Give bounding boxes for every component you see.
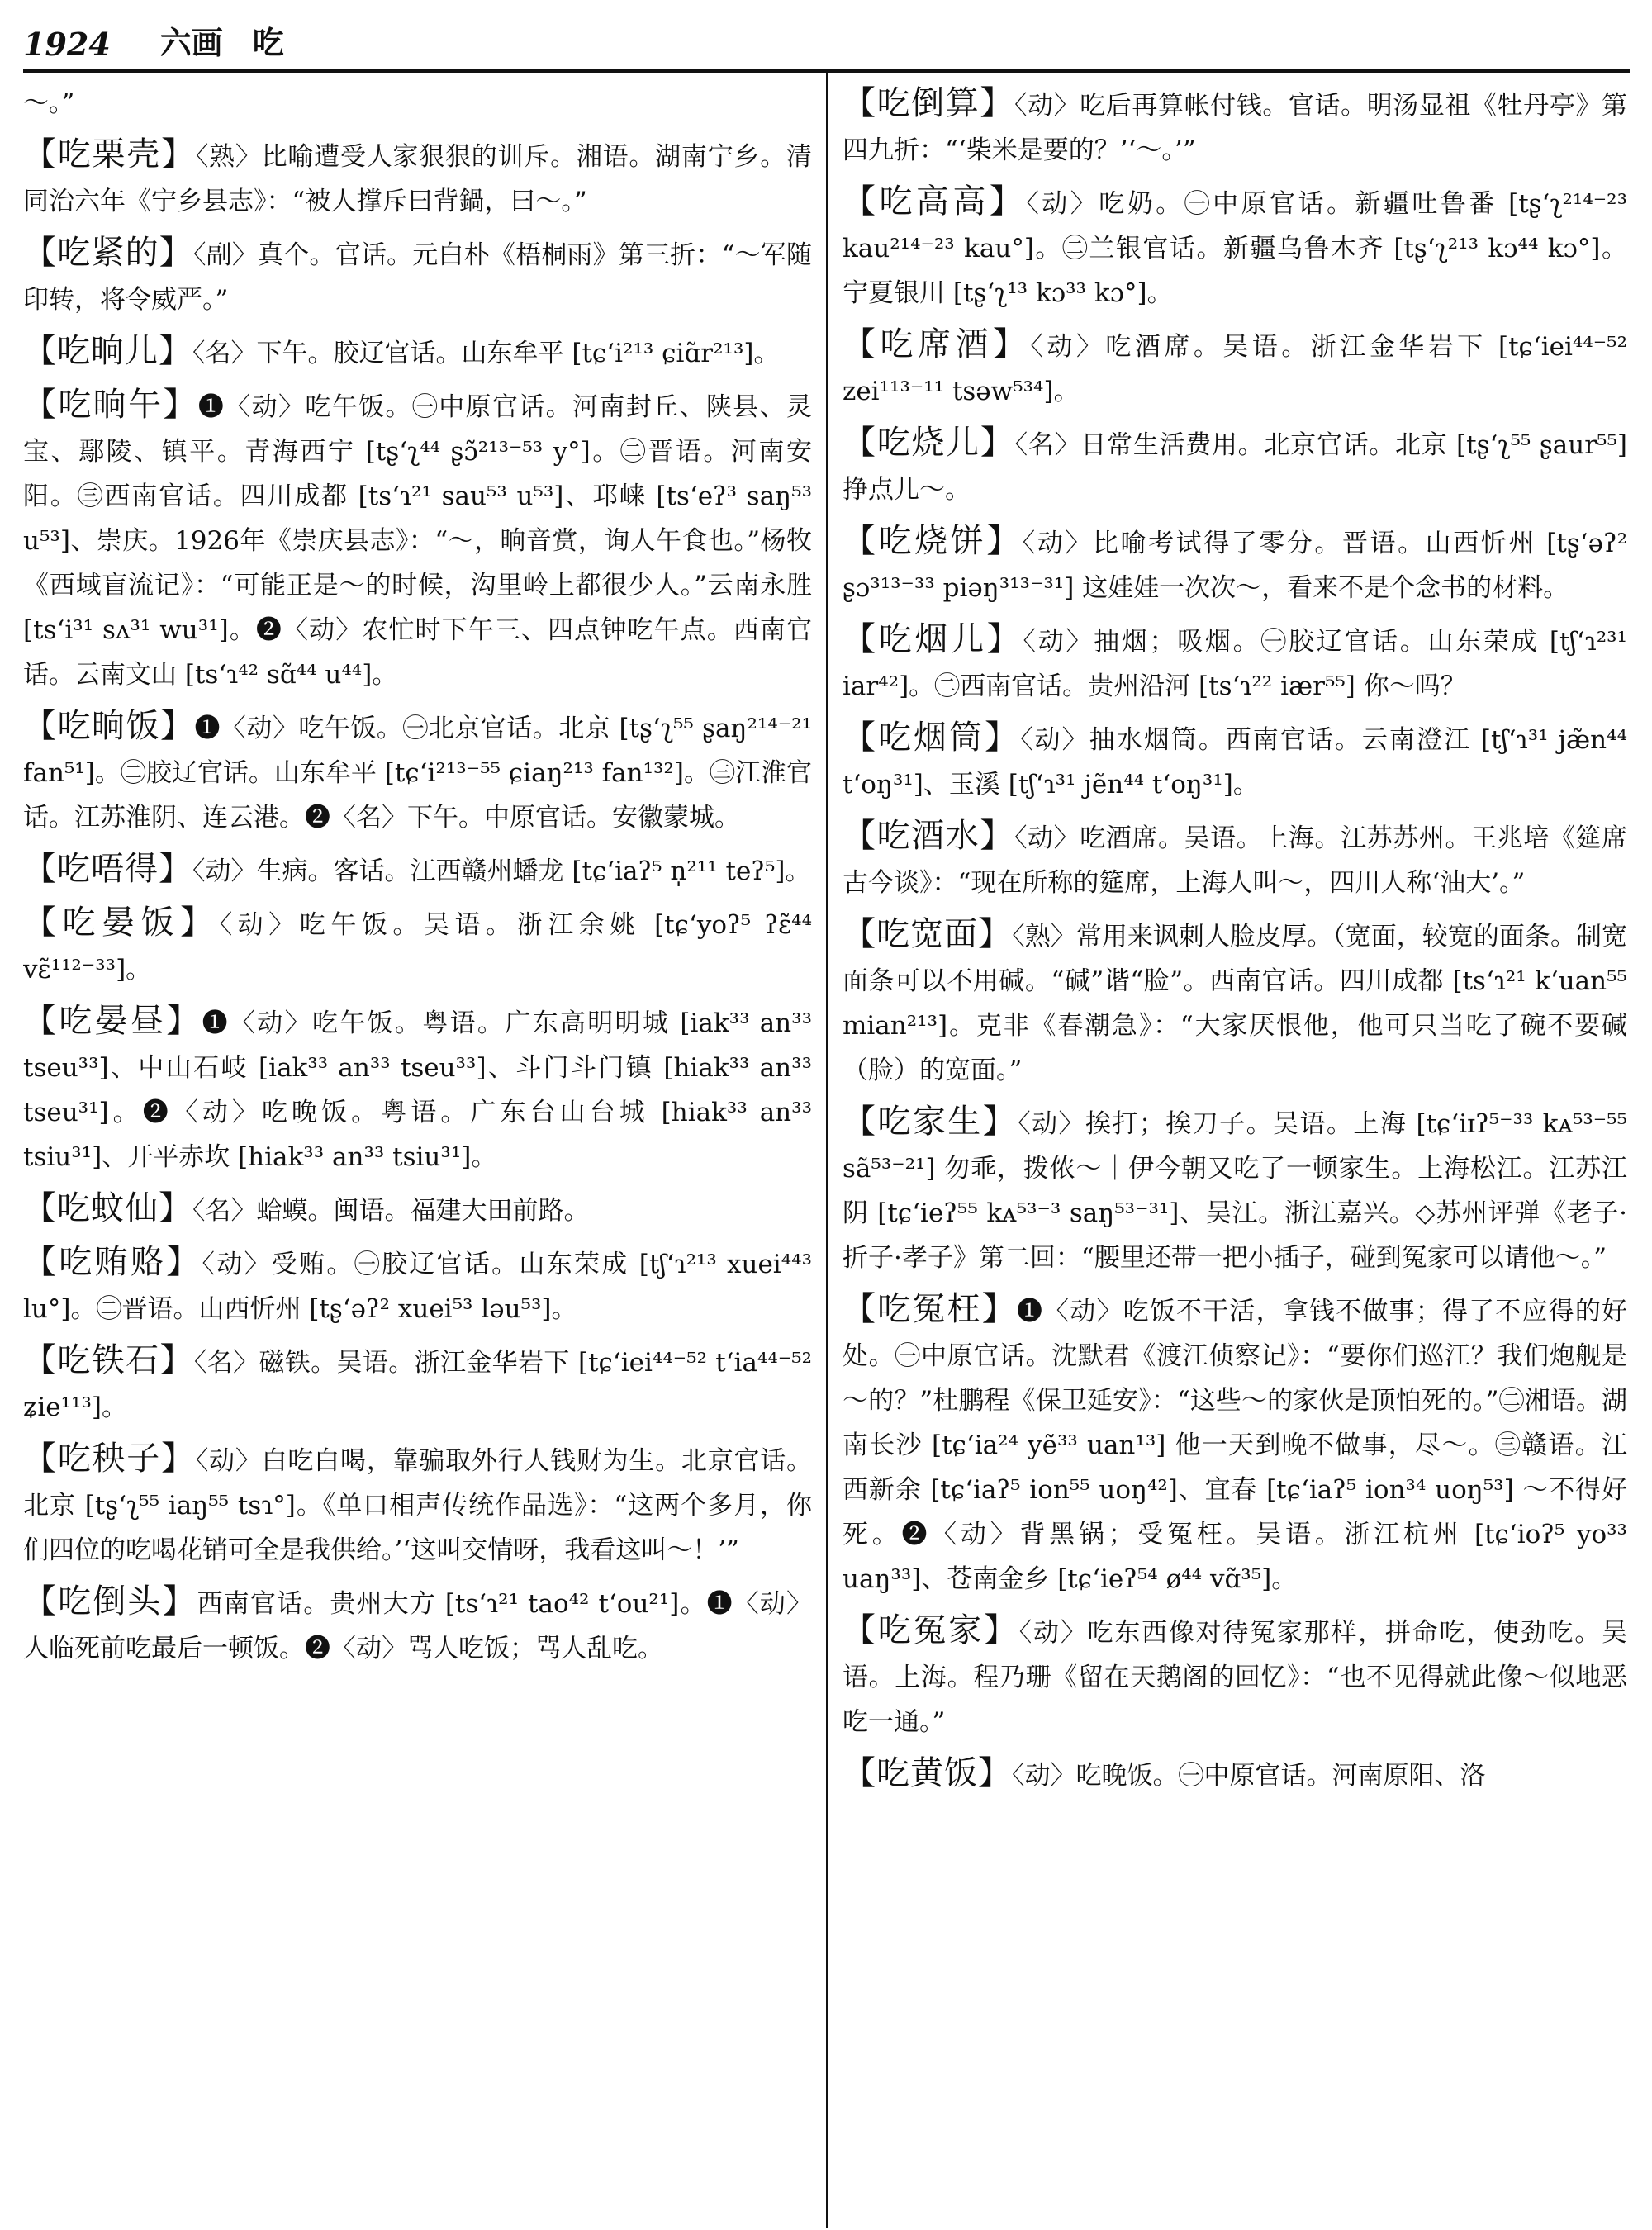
dictionary-entry	[23, 1338, 812, 1430]
entry-definition: 西南官话。贵州大方 [tsʻɿ²¹ tao⁴² tʻou²¹]。❶〈动〉人临死前吃最后一顿饭。❷〈动〉骂人吃饭；骂人乱吃。	[23, 1589, 812, 1663]
entry-definition: 〈动〉吃晚饭。㊀中原官话。河南原阳、洛	[1012, 1761, 1486, 1791]
entry-headword: 【吃栗壳】	[23, 135, 196, 173]
entry-headword: 【吃倒算】	[843, 84, 1014, 122]
entry-definition: 〈副〉真个。官话。元白朴《梧桐雨》第三折：“～军随印转，将令威严。”	[23, 240, 812, 315]
dictionary-entry	[843, 322, 1627, 414]
entry-definition: 〈动〉生病。客话。江西赣州蟠龙 [tɕʻiaʔ⁵ n̩²¹¹ teʔ⁵]。	[192, 856, 811, 886]
entry-headword: 【吃宽面】	[843, 915, 1013, 953]
entry-definition: 〈动〉吃后再算帐付钱。官话。明汤显祖《牡丹亭》第四九折：“‘柴米是要的？’‘～。’”	[843, 91, 1627, 165]
dictionary-entry	[23, 704, 812, 840]
entry-definition: 〈熟〉常用来讽刺人脸皮厚。（宽面，较宽的面条。制宽面条可以不用碱。“碱”谐“脸”。西南官话。四川成都 [tsʻɿ²¹ kʻuan⁵⁵ mian²¹³]。克非《春潮急》：“大家厌恨他，他可只当吃了碗不要碱（脸）的宽面。”	[843, 922, 1627, 1085]
right-column	[843, 81, 1627, 2220]
dictionary-entry	[23, 329, 812, 376]
page-number: 1924	[23, 26, 111, 63]
entry-definition: 〈动〉吃东西像对待冤家那样，拼命吃，使劲吃。吴语。上海。程乃珊《留在天鹅阁的回忆》：“也不见得就此像～似地恶吃一通。”	[843, 1618, 1627, 1737]
entry-headword: 【吃蚊仙】	[23, 1189, 192, 1227]
dictionary-entry	[843, 179, 1627, 316]
entry-definition: ❶〈动〉吃午饭。粤语。广东高明明城 [iak³³ an³³ tseu³³]、中山石岐 [iak³³ an³³ tseu³³]、斗门斗门镇 [hiak³³ an³³ tseu³¹]。❷〈动〉吃晚饭。粤语。广东台山台城 [hiak³³ an³³ tsiu³¹]、开平赤坎 [hiak³³ an³³ tsiu³¹]。	[23, 1008, 812, 1172]
entry-definition: ❶〈动〉吃午饭。㊀中原官话。河南封丘、陕县、灵宝、鄢陵、镇平。青海西宁 [tʂʻʅ⁴⁴ ʂɔ̃²¹³⁻⁵³ y°]。㊁晋语。河南安阳。㊂西南官话。四川成都 [tsʻɿ²¹ sau⁵³ u⁵³]、邛崃 [tsʻeʔ³ saŋ⁵³ u⁵³]、崇庆。1926年《崇庆县志》：“～，晌音赏，询人午食也。”杨牧《西域盲流记》：“可能正是～的时候，沟里岭上都很少人。”云南永胜 [tsʻi³¹ sʌ³¹ wu³¹]。❷〈动〉农忙时下午三、四点钟吃午点。西南官话。云南文山 [tsʻɿ⁴² sɑ̃⁴⁴ u⁴⁴]。	[23, 392, 812, 690]
dictionary-entry	[23, 132, 812, 224]
dictionary-entry	[843, 912, 1627, 1093]
dictionary-entry	[23, 382, 812, 697]
left-column	[23, 81, 812, 2220]
entry-headword: 【吃冤枉】	[843, 1290, 1017, 1328]
dictionary-entry	[23, 230, 812, 322]
entry-definition: 〈动〉吃奶。㊀中原官话。新疆吐鲁番 [tʂʻʅ²¹⁴⁻²³ kau²¹⁴⁻²³ kau°]。㊁兰银官话。新疆乌鲁木齐 [tʂʻʅ²¹³ kɔ⁴⁴ kɔ°]。宁夏银川 [tʂʻʅ¹³ kɔ³³ kɔ°]。	[843, 189, 1627, 308]
entry-headword: 【吃贿赂】	[23, 1243, 202, 1281]
dictionary-entry	[843, 420, 1627, 512]
entry-definition: 〈动〉挨打；挨刀子。吴语。上海 [tɕʻiɪʔ⁵⁻³³ kᴀ⁵³⁻⁵⁵ sã⁵³⁻²¹] 勿乖，拨侬～｜伊今朝又吃了一顿家生。上海松江。江苏江阴 [tɕʻieʔ⁵⁵ kᴀ⁵³⁻³ saŋ⁵³⁻³¹]、吴江。浙江嘉兴。◇苏州评弹《老子·折子·孝子》第二回：“腰里还带一把小插子，碰到冤家可以请他～。”	[843, 1109, 1627, 1273]
entry-headword: 【吃酒水】	[843, 817, 1014, 855]
entry-headword: 【吃席酒】	[843, 325, 1031, 363]
entry-definition: 〈动〉受贿。㊀胶辽官话。山东荣成 [tʃʻɿ²¹³ xuei⁴⁴³ lu°]。㊁晋语。山西忻州 [tʂʻəʔ² xuei⁵³ ləu⁵³]。	[23, 1250, 812, 1324]
entry-headword: 【吃紧的】	[23, 234, 193, 272]
entry-headword: 【吃黄饭】	[843, 1754, 1012, 1792]
dictionary-entry	[23, 900, 812, 992]
entry-definition: ❶〈动〉吃午饭。㊀北京官话。北京 [tʂʻʅ⁵⁵ ʂaŋ²¹⁴⁻²¹ fan⁵¹]。㊁胶辽官话。山东牟平 [tɕʻi²¹³⁻⁵⁵ ɕiaŋ²¹³ fan¹³²]。㊂江淮官话。江苏淮阴、连云港。❷〈名〉下午。中原官话。安徽蒙城。	[23, 714, 812, 833]
dictionary-entry	[23, 1436, 812, 1573]
entry-definition: 〈动〉吃午饭。吴语。浙江余姚 [tɕʻyoʔ⁵ ʔɛ̃⁴⁴ vɛ̃¹¹²⁻³³]。	[23, 910, 812, 985]
entry-definition: 〈名〉磁铁。吴语。浙江金华岩下 [tɕʻiei⁴⁴⁻⁵² tʻia⁴⁴⁻⁵² ʑie¹¹³]。	[23, 1348, 812, 1422]
dictionary-entry	[843, 1099, 1627, 1280]
entry-headword: 【吃冤家】	[843, 1611, 1019, 1649]
entry-headword: 【吃烟儿】	[843, 620, 1023, 658]
header-radical: 吃	[252, 24, 284, 61]
dictionary-entry	[843, 519, 1627, 610]
entry-definition: 〈名〉蛤蟆。闽语。福建大田前路。	[192, 1196, 590, 1226]
entry-headword: 【吃烟筒】	[843, 719, 1021, 757]
continuation-text: ～。”	[23, 88, 75, 118]
entry-definition: 〈动〉吃酒席。吴语。上海。江苏苏州。王兆培《筵席古今谈》：“现在所称的筵席，上海人叫～，四川人称‘油大’。”	[843, 823, 1627, 898]
dictionary-entry	[23, 1579, 812, 1671]
dictionary-entry	[23, 1240, 812, 1331]
dictionary-entry	[843, 1287, 1627, 1601]
entry-definition: 〈熟〉比喻遭受人家狠狠的训斥。湘语。湖南宁乡。清同治六年《宁乡县志》：“被人撑斥曰背鍋，曰～。”	[23, 142, 812, 216]
entry-definition: 〈动〉白吃白喝，靠骗取外行人钱财为生。北京官话。北京 [tʂʻʅ⁵⁵ iaŋ⁵⁵ tsɿ°]。《单口相声传统作品选》：“这两个多月，你们四位的吃喝花销可全是我供给。’‘这叫交情呀，我看这叫～！’”	[23, 1446, 812, 1565]
dictionary-entry	[23, 999, 812, 1179]
dictionary-entry	[843, 715, 1627, 807]
entry-definition: 〈动〉抽水烟筒。西南官话。云南澄江 [tʃʻɿ³¹ jæ̃n⁴⁴ tʻoŋ³¹]、玉溪 [tʃʻɿ³¹ jẽn⁴⁴ tʻoŋ³¹]。	[843, 725, 1627, 799]
entry-headword: 【吃晏饭】	[23, 904, 220, 942]
entry-headword: 【吃高高】	[843, 183, 1027, 221]
dictionary-entry	[23, 1186, 812, 1233]
entry-headword: 【吃晏昼】	[23, 1002, 202, 1040]
page-header	[23, 13, 1626, 63]
entry-headword: 【吃秧子】	[23, 1440, 196, 1478]
entry-headword: 【吃倒头】	[23, 1582, 197, 1620]
entry-headword: 【吃烧儿】	[843, 424, 1015, 462]
entry-definition: 〈动〉吃酒席。吴语。浙江金华岩下 [tɕʻiei⁴⁴⁻⁵² zei¹¹³⁻¹¹ tsəw⁵³⁴]。	[843, 332, 1627, 406]
entry-headword: 【吃烧饼】	[843, 522, 1023, 560]
entry-headword: 【吃家生】	[843, 1103, 1018, 1141]
entry-definition: ❶〈动〉吃饭不干活，拿钱不做事；得了不应得的好处。㊀中原官话。沈默君《渡江侦察记》：“要你们巡江？我们炮舰是～的？”杜鹏程《保卫延安》：“这些～的家伙是顶怕死的。”㊁湘语。湖南长沙 [tɕʻia²⁴ yẽ³³ uan¹³] 他一天到晚不做事，尽～。㊂赣语。江西新余 [tɕʻiaʔ⁵ ion⁵⁵ uoŋ⁴²]、宜春 [tɕʻiaʔ⁵ ion³⁴ uoŋ⁵³] ～不得好死。❷〈动〉背黑锅；受冤枉。吴语。浙江杭州 [tɕʻioʔ⁵ yo³³ uaŋ³³]、苍南金乡 [tɕʻieʔ⁵⁴ ø⁴⁴ vɑ̃³⁵]。	[843, 1297, 1627, 1594]
dictionary-entry	[843, 1751, 1627, 1798]
dictionary-entry	[843, 1608, 1627, 1744]
entry-definition: 〈名〉日常生活费用。北京官话。北京 [tʂʻʅ⁵⁵ ʂaur⁵⁵] 挣点儿～。	[843, 430, 1627, 505]
dictionary-entry	[843, 81, 1627, 173]
entry-definition: 〈动〉比喻考试得了零分。晋语。山西忻州 [tʂʻəʔ² ʂɔ³¹³⁻³³ piəŋ³¹³⁻³¹] 这娃娃一次次～，看来不是个念书的材料。	[843, 529, 1627, 603]
column-divider	[826, 73, 828, 2228]
entry-definition: 〈动〉抽烟；吸烟。㊀胶辽官话。山东荣成 [tʃʻɿ²³¹ iar⁴²]。㊁西南官话。贵州沿河 [tsʻɿ²² iær⁵⁵] 你～吗？	[843, 627, 1627, 701]
entry-headword: 【吃晌午】	[23, 386, 198, 424]
dictionary-entry	[843, 814, 1627, 905]
stroke-count: 六画	[159, 24, 223, 61]
dictionary-entry	[23, 847, 812, 894]
entry-headword: 【吃唔得】	[23, 850, 192, 888]
entry-headword: 【吃铁石】	[23, 1341, 194, 1379]
entry-definition: 〈名〉下午。胶辽官话。山东牟平 [tɕʻi²¹³ ɕiɑ̃r²¹³]。	[192, 339, 780, 368]
entry-headword: 【吃晌儿】	[23, 332, 192, 370]
dictionary-entry	[843, 617, 1627, 709]
entry-headword: 【吃晌饭】	[23, 707, 195, 745]
